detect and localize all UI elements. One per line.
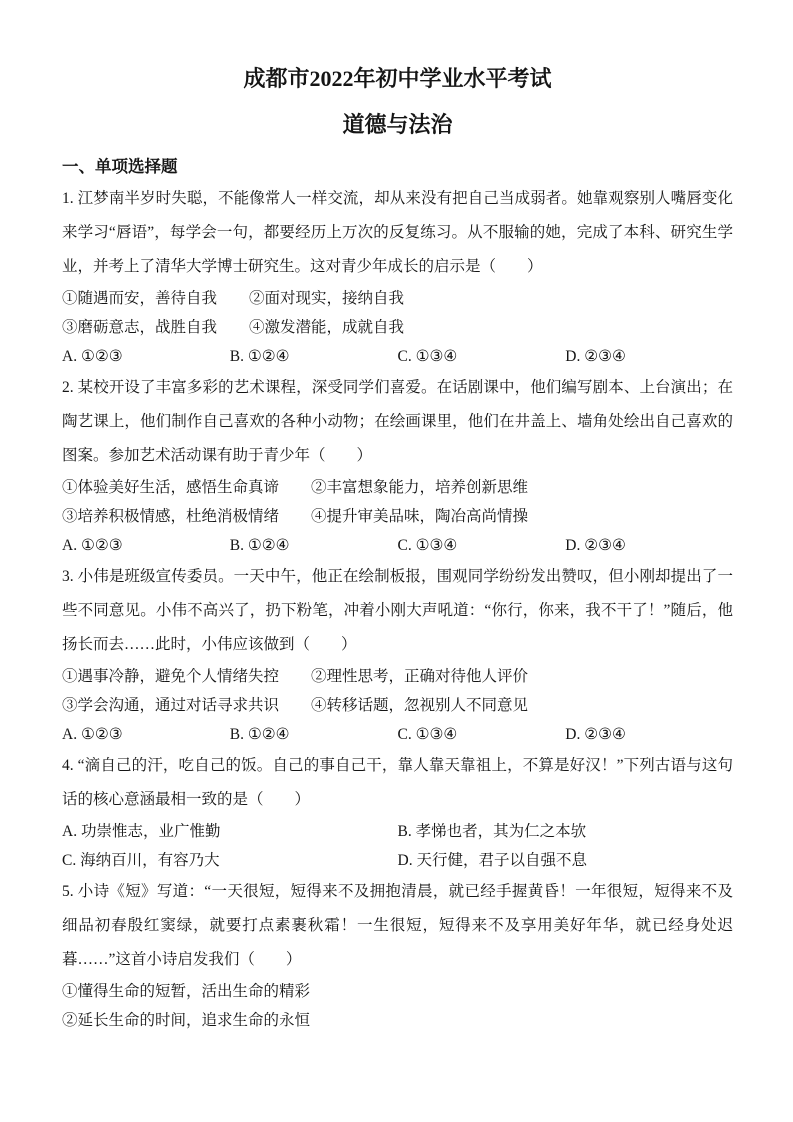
question-3-choices [62,720,733,749]
doc-subtitle: 道德与法治 [342,112,453,137]
choice-c: C. 海纳百川，有容乃大 [62,852,220,869]
question-3-sub-options [62,662,733,720]
question-3-stem: 3. 小伟是班级宣传委员。一天中午，他正在绘制板报，围观同学纷纷发出赞叹，但小刚却提出了一些不同意见。小伟不高兴了，扔下粉笔，冲着小刚大声吼道：“你行，你来，我不干了！”随后，他扬长而去……此时，小伟应该做到（ ） [62,568,733,653]
question-2-stem: 2. 某校开设了丰富多彩的艺术课程，深受同学们喜爱。在话剧课中，他们编写剧本、上台演出；在陶艺课上，他们制作自己喜欢的各种小动物；在绘画课里，他们在井盖上、墙角处绘出自己喜欢的图案。参加艺术活动课有助于青少年（ ） [62,379,733,464]
sub-option: ③磨砺意志，战胜自我 [62,319,218,336]
question-2-sub-options [62,473,733,531]
sub-option: ④提升审美品味，陶冶高尚情操 [311,508,529,525]
question-1-sub-options [62,284,733,342]
choice-d: D. ②③④ [565,348,626,365]
question-4-choices [62,817,733,875]
choice-c: C. ①③④ [397,726,458,743]
choice-a: A. ①②③ [62,726,123,743]
sub-option: ①体验美好生活，感悟生命真谛 [62,479,280,496]
choice-d: D. 天行健，君子以自强不息 [397,852,587,869]
choice-d: D. ②③④ [565,537,626,554]
sub-option: ②丰富想象能力，培养创新思维 [311,479,529,496]
sub-option: ③培养积极情感，杜绝消极情绪 [62,508,280,525]
choice-c: C. ①③④ [397,348,458,365]
choice-a: A. ①②③ [62,537,123,554]
choice-c: C. ①③④ [397,537,458,554]
section-heading: 一、单项选择题 [62,157,178,176]
sub-option: ④转移话题，忽视别人不同意见 [311,697,529,714]
sub-option: ③学会沟通，通过对话寻求共识 [62,697,280,714]
choice-b: B. ①②④ [229,726,290,743]
sub-option: ①懂得生命的短暂，活出生命的精彩 [62,983,311,1000]
choice-a: A. 功崇惟志，业广惟勤 [62,823,221,840]
sub-option: ②理性思考，正确对待他人评价 [311,668,529,685]
question-3 [62,560,733,749]
sub-option: ②面对现实，接纳自我 [249,290,405,307]
question-5-sub-options [62,977,733,1035]
question-4 [62,749,733,875]
choice-b: B. ①②④ [229,348,290,365]
question-2 [62,371,733,560]
question-5 [62,875,733,1035]
choice-a: A. ①②③ [62,348,123,365]
doc-title: 成都市2022年初中学业水平考试 [243,66,552,91]
sub-option: ④激发潜能，成就自我 [249,319,405,336]
choice-b: B. ①②④ [229,537,290,554]
sub-option: ①遇事冷静，避免个人情绪失控 [62,668,280,685]
sub-option: ①随遇而安，善待自我 [62,290,218,307]
question-2-choices [62,531,733,560]
question-5-stem: 5. 小诗《短》写道：“一天很短，短得来不及拥抱清晨，就已经手握黄昏！一年很短，短得来不及细品初春殷红窦绿，就要打点素裹秋霜！一生很短，短得来不及享用美好年华，就已经身处迟暮……”这首小诗启发我们（ ） [62,883,733,968]
question-1-choices [62,342,733,371]
choice-b: B. 孝悌也者，其为仁之本欤 [397,823,587,840]
sub-option: ②延长生命的时间，追求生命的永恒 [62,1012,311,1029]
question-1 [62,182,733,371]
choice-d: D. ②③④ [565,726,626,743]
question-4-stem: 4. “滴自己的汗，吃自己的饭。自己的事自己干，靠人靠天靠祖上，不算是好汉！”下列古语与这句话的核心意涵最相一致的是（ ） [62,757,733,808]
question-1-stem: 1. 江梦南半岁时失聪，不能像常人一样交流，却从来没有把自己当成弱者。她靠观察别人嘴唇变化来学习“唇语”，每学会一句，都要经历上万次的反复练习。从不服输的她，完成了本科、研究生学业，并考上了清华大学博士研究生。这对青少年成长的启示是（ ） [62,190,733,275]
